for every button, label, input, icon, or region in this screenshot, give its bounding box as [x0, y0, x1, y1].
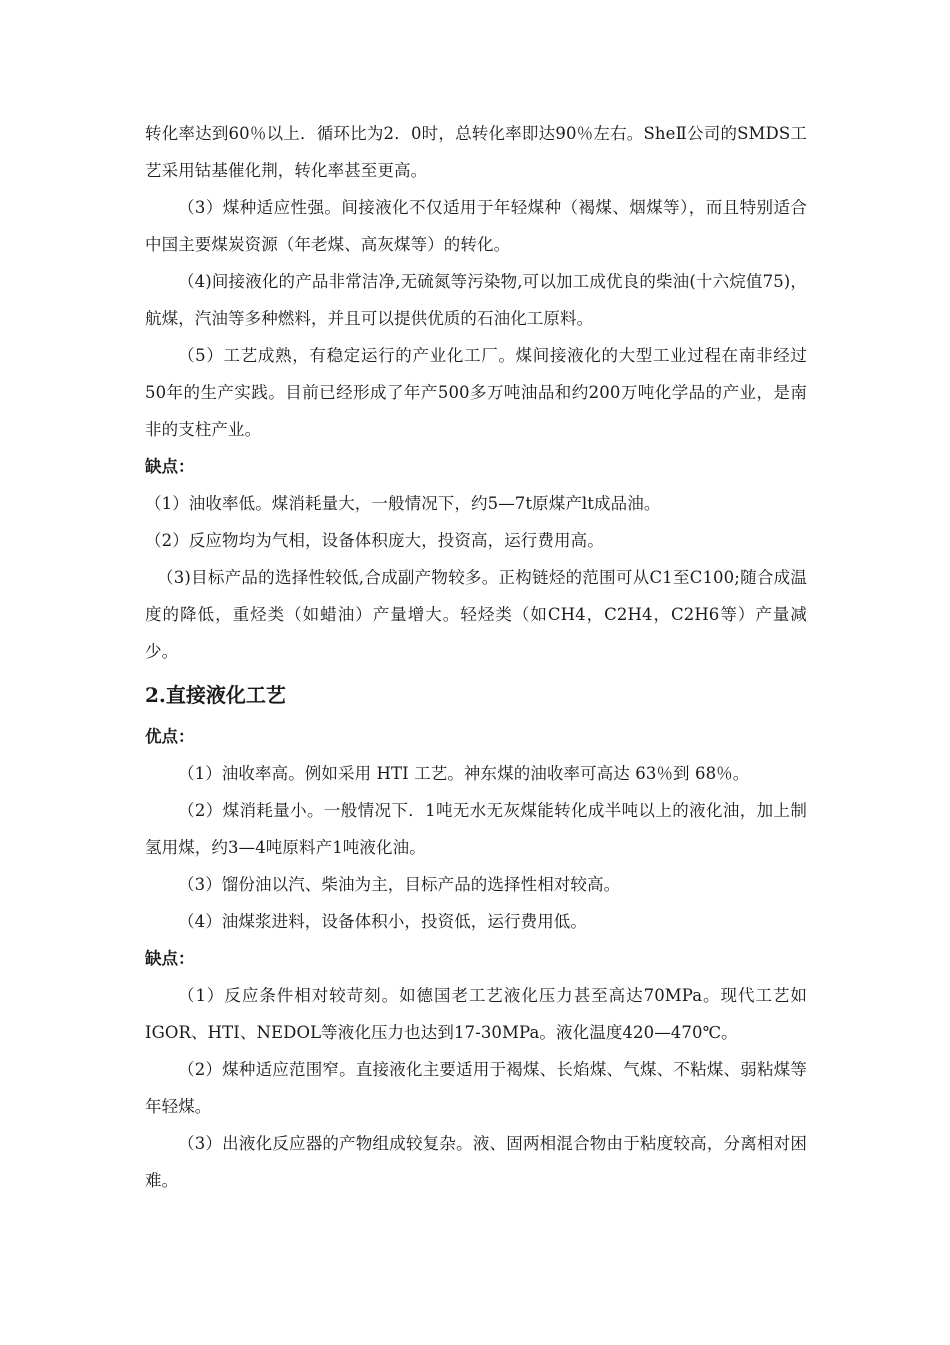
document-page [145, 115, 807, 1199]
indirect-cons-label: 缺点： [145, 457, 195, 476]
direct-cons-label: 缺点： [145, 949, 195, 968]
direct-cons-item-2: （2）煤种适应范围窄。直接液化主要适用于褐煤、长焰煤、气煤、不粘煤、弱粘煤等年轻煤。 [145, 1060, 807, 1116]
paragraph-clean-products: （4)间接液化的产品非常洁净,无硫氮等污染物,可以加工成优良的柴油(十六烷值75)，航煤，汽油等多种燃料，并且可以提供优质的石油化工原料。 [145, 272, 807, 328]
direct-pros-label: 优点： [145, 727, 195, 746]
paragraph-coal-adaptability: （3）煤种适应性强。间接液化不仅适用于年轻煤种（褐煤、烟煤等），而且特别适合中国主要煤炭资源（年老煤、高灰煤等）的转化。 [145, 198, 807, 254]
direct-pros-item-2: （2）煤消耗量小。一般情况下．1吨无水无灰煤能转化成半吨以上的液化油，加上制氢用煤，约3—4吨原料产1吨液化油。 [145, 801, 807, 857]
paragraph-mature-process: （5）工艺成熟，有稳定运行的产业化工厂。煤间接液化的大型工业过程在南非经过50年的生产实践。目前已经形成了年产500多万吨油品和约200万吨化学品的产业，是南非的支柱产业。 [145, 346, 807, 439]
direct-pros-item-3: （3）馏份油以汽、柴油为主，目标产品的选择性相对较高。 [178, 875, 621, 894]
direct-cons-item-3: （3）出液化反应器的产物组成较复杂。液、固两相混合物由于粘度较高，分离相对困难。 [145, 1134, 807, 1190]
direct-pros-item-4: （4）油煤浆进料，设备体积小，投资低，运行费用低。 [178, 912, 587, 931]
direct-cons-item-1: （1）反应条件相对较苛刻。如德国老工艺液化压力甚至高达70MPa。现代工艺如IGOR、HTI、NEDOL等液化压力也达到17-30MPa。液化温度420—470℃。 [145, 986, 807, 1042]
section-heading-direct-liquefaction: 2.直接液化工艺 [145, 683, 286, 707]
paragraph-conversion-rate: 转化率达到60％以上．循环比为2．0时，总转化率即达90％左右。SheⅡ公司的SMDS工艺采用钴基催化荆，转化率甚至更高。 [145, 124, 807, 180]
indirect-cons-item-1: （1）油收率低。煤消耗量大，一般情况下，约5—7t原煤产lt成品油。 [145, 494, 661, 513]
indirect-cons-item-2: （2）反应物均为气相，设备体积庞大，投资高，运行费用高。 [145, 531, 604, 550]
direct-pros-item-1: （1）油收率高。例如采用 HTI 工艺。神东煤的油收率可高达 63％到 68％。 [178, 764, 750, 783]
indirect-cons-item-3: （3)目标产品的选择性较低,合成副产物较多。正构链烃的范围可从C1至C100;随合成温度的降低，重烃类（如蜡油）产量增大。轻烃类（如CH4，C2H4，C2H6等）产量减少。 [145, 568, 807, 661]
